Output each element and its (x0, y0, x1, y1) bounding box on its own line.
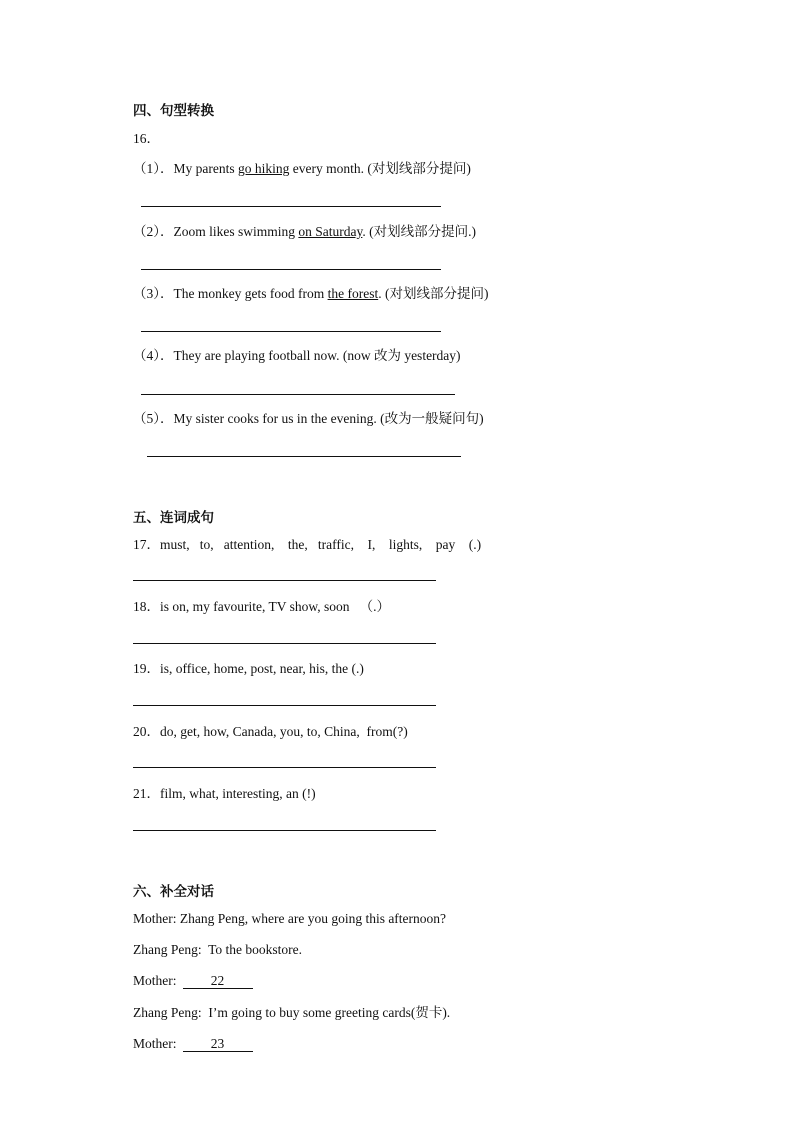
item-text: Zoom likes swimming (173, 224, 299, 239)
section-4-heading: 四、句型转换 (133, 103, 214, 118)
item-number: （1）． (133, 161, 174, 176)
question-17: 17．must, to, attention, the, traffic, I, lights, pay (.) (133, 537, 482, 552)
answer-line[interactable] (133, 580, 436, 581)
answer-line[interactable] (133, 767, 436, 768)
question-19: 19．is, office, home, post, near, his, the (.) (133, 661, 364, 676)
question-16-2 (133, 223, 476, 241)
blank-22[interactable]: 22 (183, 973, 253, 989)
item-number: （5）． (133, 411, 174, 426)
section-5-heading: 五、连词成句 (133, 510, 214, 525)
item-number: （3）． (133, 286, 174, 301)
question-20: 20．do, get, how, Canada, you, to, China, from(?) (133, 724, 408, 739)
dialogue-line-3 (133, 972, 253, 990)
question-16-3 (133, 285, 488, 303)
answer-line[interactable] (141, 206, 441, 207)
item-text-end: . (对划线部分提问.) (362, 224, 476, 239)
speaker-label: Mother: (133, 1036, 177, 1051)
section-6-heading: 六、补全对话 (133, 884, 214, 899)
item-number: （4）． (133, 348, 174, 363)
item-text: My sister cooks for us in the evening. (改为一般疑问句) (173, 411, 484, 426)
answer-line[interactable] (147, 456, 461, 457)
item-text: The monkey gets food from (173, 286, 328, 301)
answer-line[interactable] (133, 643, 436, 644)
blank-23[interactable]: 23 (183, 1036, 253, 1052)
item-text: They are playing football now. (now 改为 yesterday) (173, 348, 461, 363)
underlined-text: on Saturday (298, 224, 363, 239)
answer-line[interactable] (141, 331, 441, 332)
answer-line[interactable] (133, 830, 436, 831)
dialogue-line-4: Zhang Peng: I’m going to buy some greeting cards(贺卡). (133, 1005, 451, 1020)
answer-line[interactable] (133, 705, 436, 706)
answer-line[interactable] (141, 394, 455, 395)
answer-line[interactable] (141, 269, 441, 270)
item-text-end: every month. (对划线部分提问) (289, 161, 471, 176)
question-18: 18．is on, my favourite, TV show, soon （.） (133, 599, 390, 614)
question-16-4 (133, 347, 461, 365)
speaker-label: Mother: (133, 973, 177, 988)
item-text-end: . (对划线部分提问) (378, 286, 489, 301)
item-text: My parents (173, 161, 238, 176)
dialogue-line-2: Zhang Peng: To the bookstore. (133, 942, 303, 957)
dialogue-line-1: Mother: Zhang Peng, where are you going this afternoon? (133, 911, 447, 926)
item-number: （2）． (133, 224, 174, 239)
question-16-1 (133, 160, 471, 178)
underlined-text: go hiking (238, 161, 290, 176)
question-21: 21．film, what, interesting, an (!) (133, 786, 316, 801)
question-16-5 (133, 410, 484, 428)
underlined-text: the forest (327, 286, 379, 301)
dialogue-line-5 (133, 1035, 253, 1053)
question-16-number: 16． (133, 131, 160, 146)
